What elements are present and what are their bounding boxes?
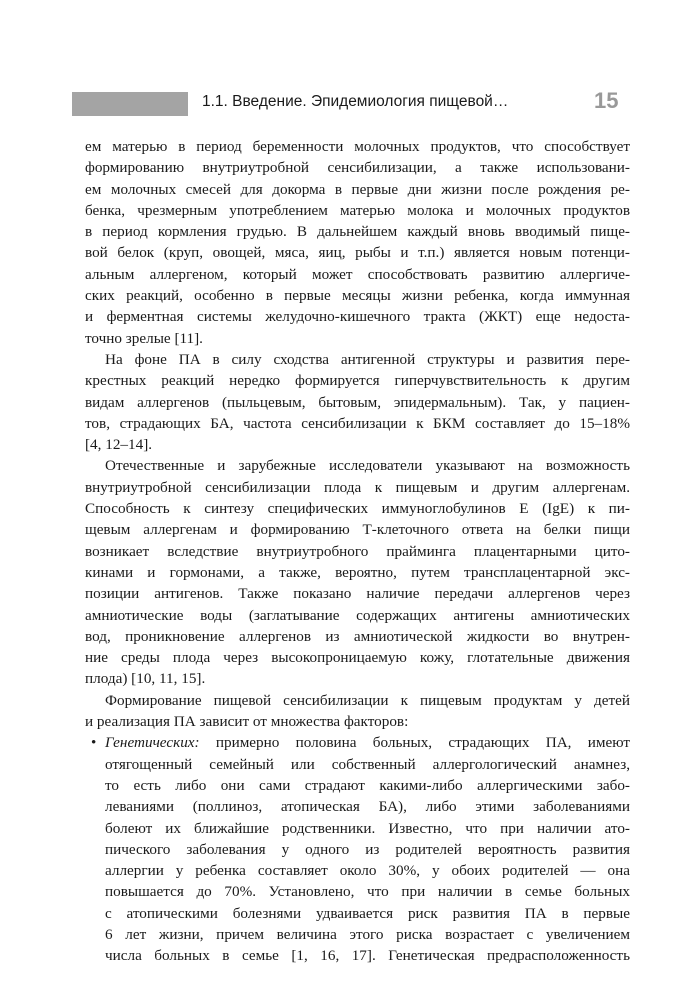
text-line: Способность к синтезу специфических иммуноглобулинов E (IgE) к пи- — [85, 500, 630, 518]
text-line: амниотические воды (заглатывание содержащих антигены амниотических — [85, 606, 630, 624]
bullet-marker: • — [91, 734, 97, 752]
page-body — [85, 136, 630, 967]
bullet-term: Генетических: — [105, 734, 200, 752]
text-line: тов, страдающих БА, частота сенсибилизации к БКМ составляет до 15–18% — [85, 414, 630, 432]
paragraph-2 — [85, 349, 630, 455]
text-line: числа больных в семье [1, 16, 17]. Генетическая предрасположенность — [105, 947, 630, 965]
text-line: [4, 12–14]. — [85, 436, 153, 454]
text-line: ских реакций, особенно в первые месяцы жизни ребенка, когда иммунная — [85, 287, 630, 305]
text-line: возникает вследствие внутриутробного прайминга плацентарными цито- — [85, 542, 630, 560]
bullet-first-line — [85, 732, 630, 753]
text-line: На фоне ПА в силу сходства антигенной структуры и развития пере- — [105, 350, 630, 368]
text-line: ем молочных смесей для докорма в первые дни жизни после рождения ре- — [85, 180, 630, 198]
text-line: в период кормления грудью. В дальнейшем каждый вновь вводимый пище- — [85, 223, 630, 241]
bullet-text: примерно половина больных, страдающих ПА, имеют — [199, 734, 630, 752]
text-line: щевым аллергенам и формированию Т-клеточного ответа на белки пищи — [85, 521, 630, 539]
header-accent-bar — [72, 92, 188, 116]
text-line: и ферментная системы желудочно-кишечного тракта (ЖКТ) еще недоста- — [85, 308, 630, 326]
text-line: пического заболевания у одного из родителей вероятность развития — [105, 840, 630, 858]
text-line: кинами и гормонами, а также, вероятно, путем трансплацентарной экс- — [85, 563, 630, 581]
text-line: аллергии у ребенка составляет около 30%, у обоих родителей — она — [105, 862, 630, 880]
text-line: то есть либо они сами страдают какими-либо аллергическими забо- — [105, 776, 630, 794]
paragraph-3 — [85, 455, 630, 689]
text-line: альным аллергеном, который может способствовать развитию аллергиче- — [85, 265, 630, 283]
text-line: повышается до 70%. Установлено, что при наличии в семье больных — [105, 883, 630, 901]
text-line: ем матерью в период беременности молочных продуктов, что способствует — [85, 138, 630, 155]
text-line: плода) [10, 11, 15]. — [85, 670, 206, 688]
text-line: бенка, чрезмерным употреблением матерью молока и молочных продуктов — [85, 201, 630, 219]
text-line: вой белок (круп, овощей, мяса, яиц, рыбы и т.п.) является новым потенци- — [85, 244, 630, 262]
text-line: позиции антигенов. Также показано наличие передачи аллергенов через — [85, 585, 630, 603]
text-line: видам аллергенов (пыльцевым, бытовым, эпидермальным). Так, у пациен- — [85, 393, 630, 411]
text-line: Отечественные и зарубежные исследователи указывают на возможность — [105, 457, 630, 475]
text-line: с атопическими болезнями удваивается риск развития ПА в первые — [105, 904, 630, 922]
text-line: 6 лет жизни, причем величина этого риска возрастает с увеличением — [105, 925, 630, 943]
page-number: 15 — [594, 88, 619, 113]
text-line: Формирование пищевой сенсибилизации к пищевым продуктам у детей — [105, 691, 630, 709]
text-line: и реализация ПА зависит от множества факторов: — [85, 713, 409, 731]
text-line: леваниями (поллиноз, атопическая БА), либо этими заболеваниями — [105, 798, 630, 816]
paragraph-1 — [85, 136, 630, 349]
text-line: вод, проникновение аллергенов из амниотической жидкости во внутрен- — [85, 627, 630, 645]
paragraph-4 — [85, 690, 630, 733]
text-line: ние среды плода через высокопроницаемую кожу, глотательные движения — [85, 649, 630, 667]
text-line: отягощенный семейный или собственный аллергологический анамнез, — [105, 755, 630, 773]
text-line: болеют их ближайшие родственники. Известно, что при наличии ато- — [105, 819, 630, 837]
chapter-title: 1.1. Введение. Эпидемиология пищевой… — [202, 93, 509, 110]
bullet-item-genetic — [85, 732, 630, 966]
running-header — [0, 88, 700, 120]
text-line: формированию внутриутробной сенсибилизации, а также использовани- — [85, 159, 630, 177]
text-line: внутриутробной сенсибилизации плода к пищевым и другим аллергенам. — [85, 478, 630, 496]
text-line: точно зрелые [11]. — [85, 329, 203, 347]
text-line: крестных реакций нередко формируется гиперчувствительность к другим — [85, 372, 630, 390]
